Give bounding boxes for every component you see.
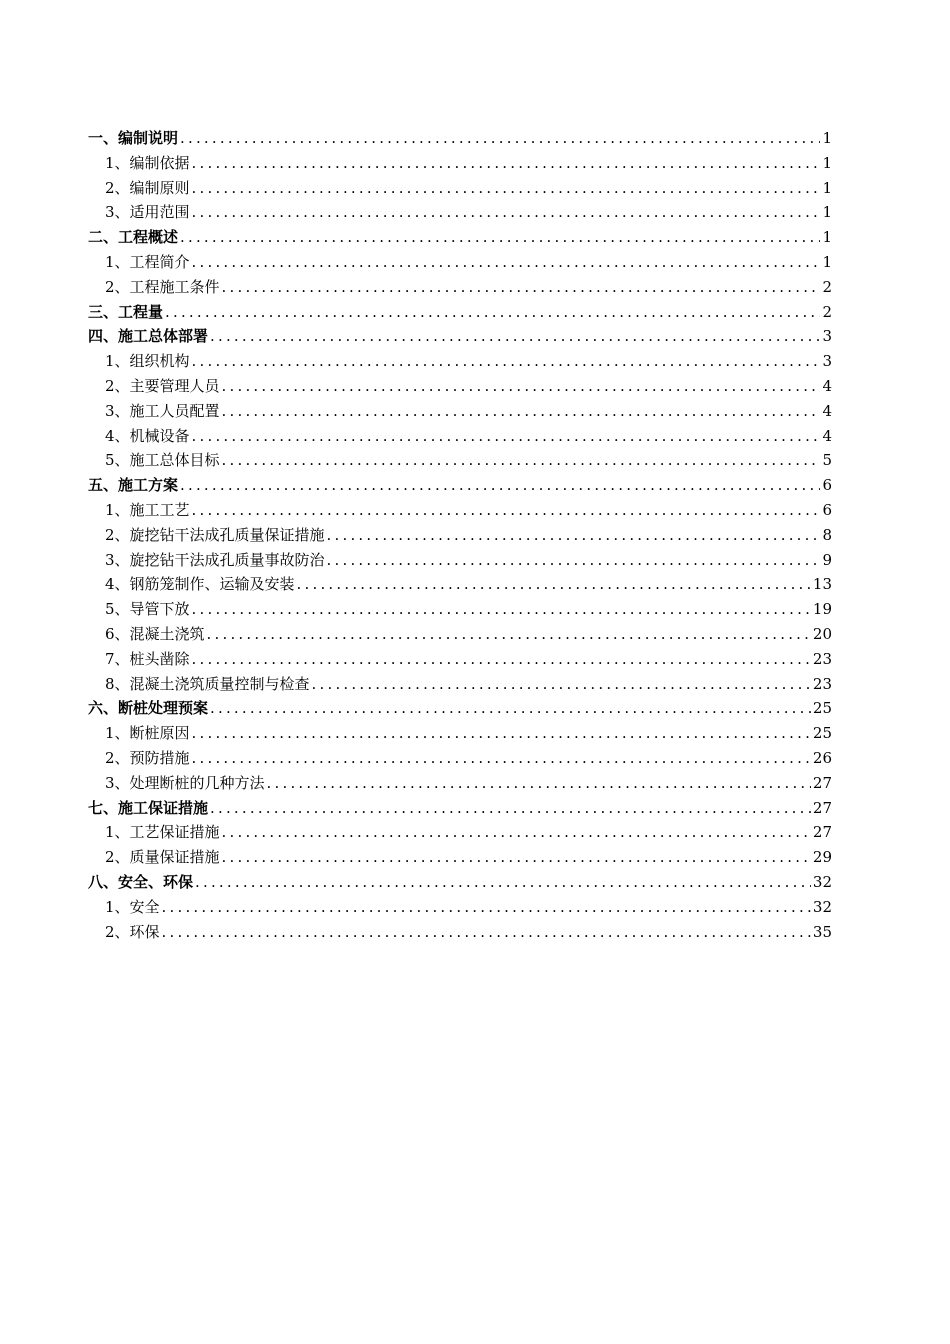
toc-dot-leader xyxy=(222,845,811,870)
toc-entry[interactable] xyxy=(88,523,832,548)
toc-entry-label: 四、施工总体部署 xyxy=(88,327,209,346)
toc-entry-label: 1、断桩原因 xyxy=(105,724,190,743)
toc-entry[interactable] xyxy=(88,622,832,647)
toc-entry[interactable] xyxy=(88,845,832,870)
toc-entry-label: 2、环保 xyxy=(105,922,160,941)
toc-entry-label: 2、旋挖钻干法成孔质量保证措施 xyxy=(105,525,325,544)
toc-entry[interactable] xyxy=(88,746,832,771)
toc-entry-label: 6、混凝土浇筑 xyxy=(105,624,205,643)
toc-entry-page: 26 xyxy=(812,748,832,767)
toc-entry[interactable] xyxy=(88,870,832,895)
toc-entry-label: 一、编制说明 xyxy=(88,129,179,147)
toc-entry-label: 1、编制依据 xyxy=(105,153,190,172)
toc-entry-label: 三、工程量 xyxy=(88,302,164,321)
toc-entry-label: 8、混凝土浇筑质量控制与检查 xyxy=(105,674,310,693)
toc-entry[interactable] xyxy=(88,796,832,821)
toc-dot-leader xyxy=(210,696,811,721)
toc-dot-leader xyxy=(192,746,811,771)
toc-entry[interactable] xyxy=(88,250,832,275)
toc-entry-label: 5、导管下放 xyxy=(105,600,190,619)
toc-dot-leader xyxy=(192,200,821,225)
toc-entry[interactable] xyxy=(88,771,832,796)
toc-dot-leader xyxy=(192,647,811,672)
toc-entry[interactable] xyxy=(88,820,832,845)
toc-entry-page: 6 xyxy=(822,500,832,519)
toc-entry[interactable] xyxy=(88,920,832,945)
toc-entry-page: 23 xyxy=(812,649,832,668)
toc-entry-page: 32 xyxy=(812,897,832,916)
toc-entry-label: 六、断桩处理预案 xyxy=(88,699,209,718)
toc-entry-label: 1、组织机构 xyxy=(105,352,190,371)
toc-dot-leader xyxy=(327,548,821,573)
toc-entry-label: 2、工程施工条件 xyxy=(105,277,220,296)
toc-entry-page: 32 xyxy=(812,872,832,891)
toc-dot-leader xyxy=(165,300,820,325)
toc-entry-label: 二、工程概述 xyxy=(88,228,179,247)
toc-entry[interactable] xyxy=(88,473,832,498)
toc-entry-page: 27 xyxy=(812,773,832,792)
toc-dot-leader xyxy=(195,870,811,895)
toc-entry-page: 4 xyxy=(822,426,832,445)
toc-dot-leader xyxy=(222,399,821,424)
toc-entry-label: 2、质量保证措施 xyxy=(105,848,220,867)
toc-entry-page: 1 xyxy=(822,129,832,147)
toc-entry[interactable] xyxy=(88,126,832,151)
toc-entry-label: 4、机械设备 xyxy=(105,426,190,445)
toc-dot-leader xyxy=(210,796,811,821)
toc-entry-page: 13 xyxy=(812,575,832,594)
toc-dot-leader xyxy=(180,225,820,250)
toc-dot-leader xyxy=(207,622,811,647)
toc-entry[interactable] xyxy=(88,300,832,325)
toc-entry-page: 19 xyxy=(812,600,832,619)
toc-entry[interactable] xyxy=(88,895,832,920)
toc-entry-page: 25 xyxy=(812,699,832,718)
toc-entry-page: 4 xyxy=(822,376,832,395)
toc-dot-leader xyxy=(192,498,821,523)
toc-entry[interactable] xyxy=(88,349,832,374)
toc-entry[interactable] xyxy=(88,200,832,225)
toc-entry-label: 八、安全、环保 xyxy=(88,872,194,891)
toc-entry-label: 3、处理断桩的几种方法 xyxy=(105,773,265,792)
toc-entry-page: 35 xyxy=(812,922,832,941)
toc-entry[interactable] xyxy=(88,647,832,672)
toc-entry[interactable] xyxy=(88,374,832,399)
toc-entry-page: 1 xyxy=(822,252,832,271)
toc-dot-leader xyxy=(162,920,811,945)
toc-entry-page: 1 xyxy=(822,153,832,172)
toc-dot-leader xyxy=(222,448,821,473)
toc-entry[interactable] xyxy=(88,151,832,176)
toc-entry[interactable] xyxy=(88,672,832,697)
toc-entry-label: 1、施工工艺 xyxy=(105,500,190,519)
toc-entry[interactable] xyxy=(88,721,832,746)
toc-dot-leader xyxy=(267,771,811,796)
toc-entry-page: 1 xyxy=(822,203,832,222)
toc-dot-leader xyxy=(327,523,821,548)
toc-dot-leader xyxy=(192,597,811,622)
toc-entry-page: 27 xyxy=(812,823,832,842)
toc-entry-page: 1 xyxy=(822,178,832,197)
toc-entry-label: 7、桩头凿除 xyxy=(105,649,190,668)
toc-entry-page: 2 xyxy=(822,302,832,321)
toc-entry[interactable] xyxy=(88,572,832,597)
toc-entry-label: 1、安全 xyxy=(105,897,160,916)
toc-entry-page: 3 xyxy=(822,352,832,371)
toc-entry-page: 4 xyxy=(822,401,832,420)
toc-entry-label: 3、适用范围 xyxy=(105,203,190,222)
toc-entry-page: 8 xyxy=(822,525,832,544)
toc-entry[interactable] xyxy=(88,597,832,622)
toc-entry[interactable] xyxy=(88,498,832,523)
toc-dot-leader xyxy=(192,250,821,275)
toc-entry-label: 五、施工方案 xyxy=(88,476,179,495)
toc-entry[interactable] xyxy=(88,275,832,300)
toc-entry-label: 七、施工保证措施 xyxy=(88,798,209,817)
toc-dot-leader xyxy=(222,374,821,399)
toc-entry-page: 27 xyxy=(812,798,832,817)
toc-dot-leader xyxy=(312,672,811,697)
toc-entry[interactable] xyxy=(88,324,832,349)
toc-entry-page: 9 xyxy=(822,550,832,569)
toc-entry-page: 25 xyxy=(812,724,832,743)
toc-dot-leader xyxy=(192,424,821,449)
toc-dot-leader xyxy=(192,176,821,201)
toc-entry[interactable] xyxy=(88,424,832,449)
toc-dot-leader xyxy=(192,349,821,374)
toc-dot-leader xyxy=(192,151,821,176)
toc-entry-page: 6 xyxy=(822,476,832,495)
toc-dot-leader xyxy=(180,126,820,151)
toc-entry-label: 2、主要管理人员 xyxy=(105,376,220,395)
toc-entry[interactable] xyxy=(88,696,832,721)
toc-dot-leader xyxy=(180,473,820,498)
toc-entry-label: 1、工程简介 xyxy=(105,252,190,271)
table-of-contents xyxy=(88,126,832,944)
toc-entry-label: 2、预防措施 xyxy=(105,748,190,767)
toc-entry-page: 5 xyxy=(822,451,832,470)
toc-entry-label: 3、旋挖钻干法成孔质量事故防治 xyxy=(105,550,325,569)
toc-dot-leader xyxy=(222,275,821,300)
toc-dot-leader xyxy=(162,895,811,920)
toc-entry[interactable] xyxy=(88,448,832,473)
toc-entry-page: 23 xyxy=(812,674,832,693)
toc-entry-page: 2 xyxy=(822,277,832,296)
toc-entry-page: 29 xyxy=(812,848,832,867)
toc-entry-label: 2、编制原则 xyxy=(105,178,190,197)
toc-entry-label: 5、施工总体目标 xyxy=(105,451,220,470)
toc-entry[interactable] xyxy=(88,225,832,250)
toc-entry-page: 1 xyxy=(822,228,832,247)
toc-entry[interactable] xyxy=(88,548,832,573)
toc-entry-label: 1、工艺保证措施 xyxy=(105,823,220,842)
toc-entry[interactable] xyxy=(88,399,832,424)
toc-entry-page: 3 xyxy=(822,327,832,346)
toc-dot-leader xyxy=(297,572,811,597)
toc-dot-leader xyxy=(222,820,811,845)
toc-dot-leader xyxy=(210,324,820,349)
toc-entry[interactable] xyxy=(88,176,832,201)
toc-entry-label: 3、施工人员配置 xyxy=(105,401,220,420)
toc-dot-leader xyxy=(192,721,811,746)
toc-entry-page: 20 xyxy=(812,624,832,643)
toc-entry-label: 4、钢筋笼制作、运输及安装 xyxy=(105,575,295,594)
